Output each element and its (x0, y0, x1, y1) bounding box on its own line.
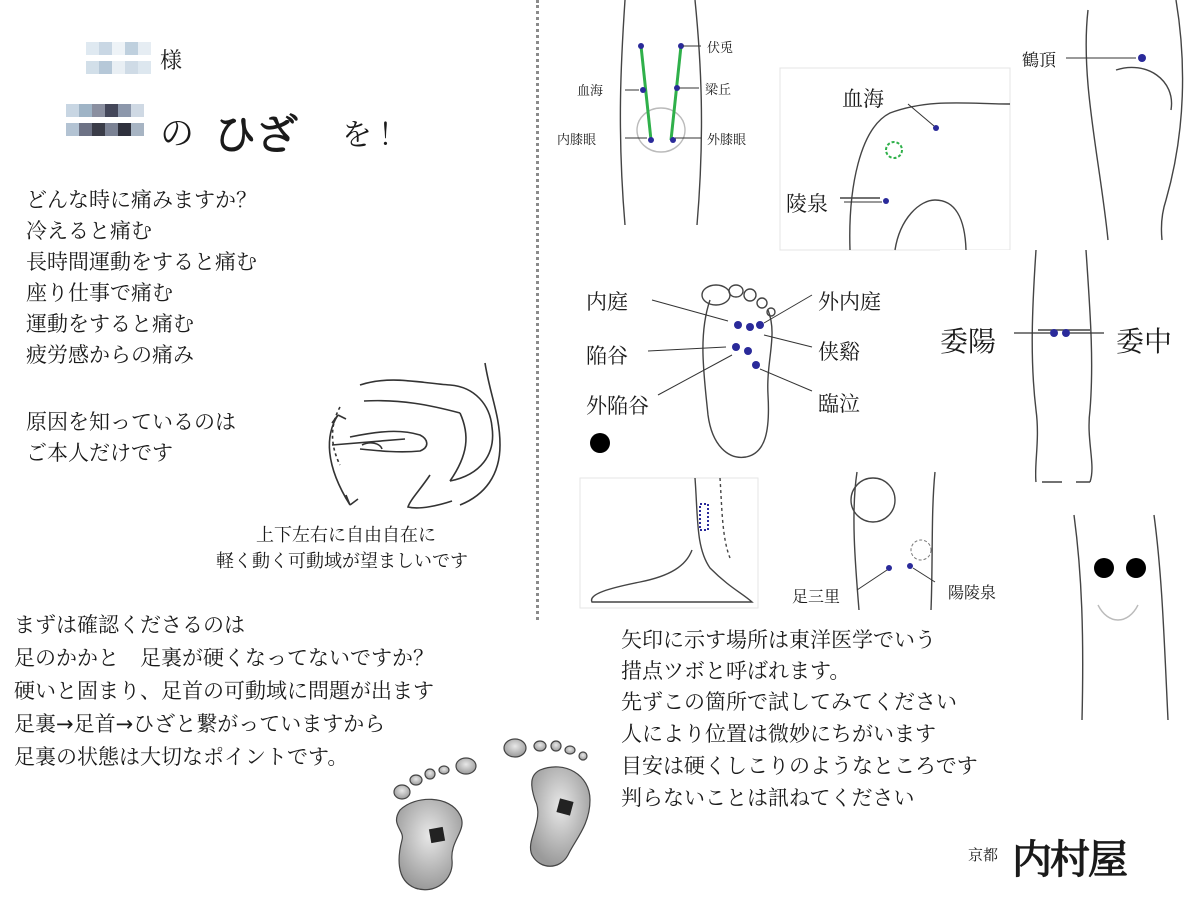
title-no: の (160, 114, 194, 154)
symptom-item: 長時間運動をすると痛む (26, 250, 257, 274)
foot-check-line: 足裏→足首→ひざと繋がっていますから (14, 712, 386, 736)
explanation-line: 目安は硬くしこりのようなところです (621, 754, 978, 778)
ankle-side-diagram (580, 478, 758, 608)
knee-black-dots-diagram (1058, 515, 1200, 720)
column-divider (536, 0, 539, 620)
logo-prefix: 京都 (968, 846, 999, 864)
label-kekkai-front: 血海 (577, 84, 604, 99)
label-gaikankoku: 外陥谷 (586, 394, 649, 418)
label-yoryosen: 陽陵泉 (948, 583, 997, 602)
explanation-line: 措点ツボと呼ばれます。 (621, 659, 851, 683)
symptom-item: 運動をすると痛む (26, 312, 194, 336)
logo-name: 内村屋 (1012, 836, 1126, 883)
foot-check-line: 硬いと固まり、足首の可動域に問題が出ます (14, 679, 434, 703)
title-wo: を！ (342, 118, 414, 153)
redacted-name-mosaic (86, 40, 164, 80)
foot-check-line: 足裏の状態は大切なポイントです。 (14, 745, 349, 769)
front-knee-diagram (555, 0, 770, 225)
honorific-sama: 様 (160, 49, 183, 74)
foot-check-line: まずは確認くださるのは (14, 613, 245, 637)
label-rinkyu: 臨泣 (818, 392, 860, 416)
label-kakucho: 鶴頂 (1022, 51, 1056, 71)
symptom-item: 座り仕事で痛む (26, 281, 173, 305)
symptom-item: 疲労感からの痛み (26, 343, 194, 367)
label-sotoshitsugan: 外膝眼 (707, 133, 747, 148)
symptom-question: どんな時に痛みますか？ (26, 188, 257, 212)
title-hiza: ひざ (214, 110, 299, 159)
cause-line: 原因を知っているのは (26, 410, 236, 434)
kakucho-knee-diagram (1016, 0, 1200, 240)
range-caption-line: 軽く動く可動域が望ましいです (216, 551, 468, 572)
label-ryokyu: 梁丘 (705, 83, 732, 98)
label-uchishitsugan: 内膝眼 (557, 133, 597, 148)
label-kankoku: 陥谷 (586, 344, 628, 368)
explanation-line: 人により位置は微妙にちがいます (621, 722, 936, 746)
label-kyokei: 侠谿 (818, 340, 860, 364)
cause-line: ご本人だけです (26, 441, 173, 465)
label-ryosen-side: 陵泉 (786, 192, 828, 216)
label-kekkai-side: 血海 (842, 87, 884, 111)
range-caption-line: 上下左右に自由自在に (256, 525, 436, 546)
label-iyo: 委陽 (940, 325, 997, 358)
explanation-line: 先ずこの箇所で試してみてください (621, 690, 957, 714)
label-naitei: 内庭 (586, 290, 628, 314)
label-ashisanri: 足三里 (792, 587, 841, 606)
label-fukuto: 伏兎 (707, 41, 734, 56)
explanation-line: 矢印に示す場所は東洋医学でいう (621, 628, 936, 652)
side-knee-diagram (780, 68, 1010, 250)
knee-flexion-illustration (310, 355, 520, 525)
redacted-title-mosaic (66, 102, 162, 148)
label-gainaitei: 外内庭 (818, 290, 881, 314)
explanation-line: 判らないことは訊ねてください (621, 786, 915, 810)
foot-check-line: 足のかかと 足裏が硬くなってないですか？ (14, 646, 434, 670)
footprints-illustration (380, 730, 610, 895)
label-ichu: 委中 (1116, 325, 1173, 358)
back-knee-diagram (940, 250, 1200, 490)
symptom-item: 冷えると痛む (26, 219, 152, 243)
